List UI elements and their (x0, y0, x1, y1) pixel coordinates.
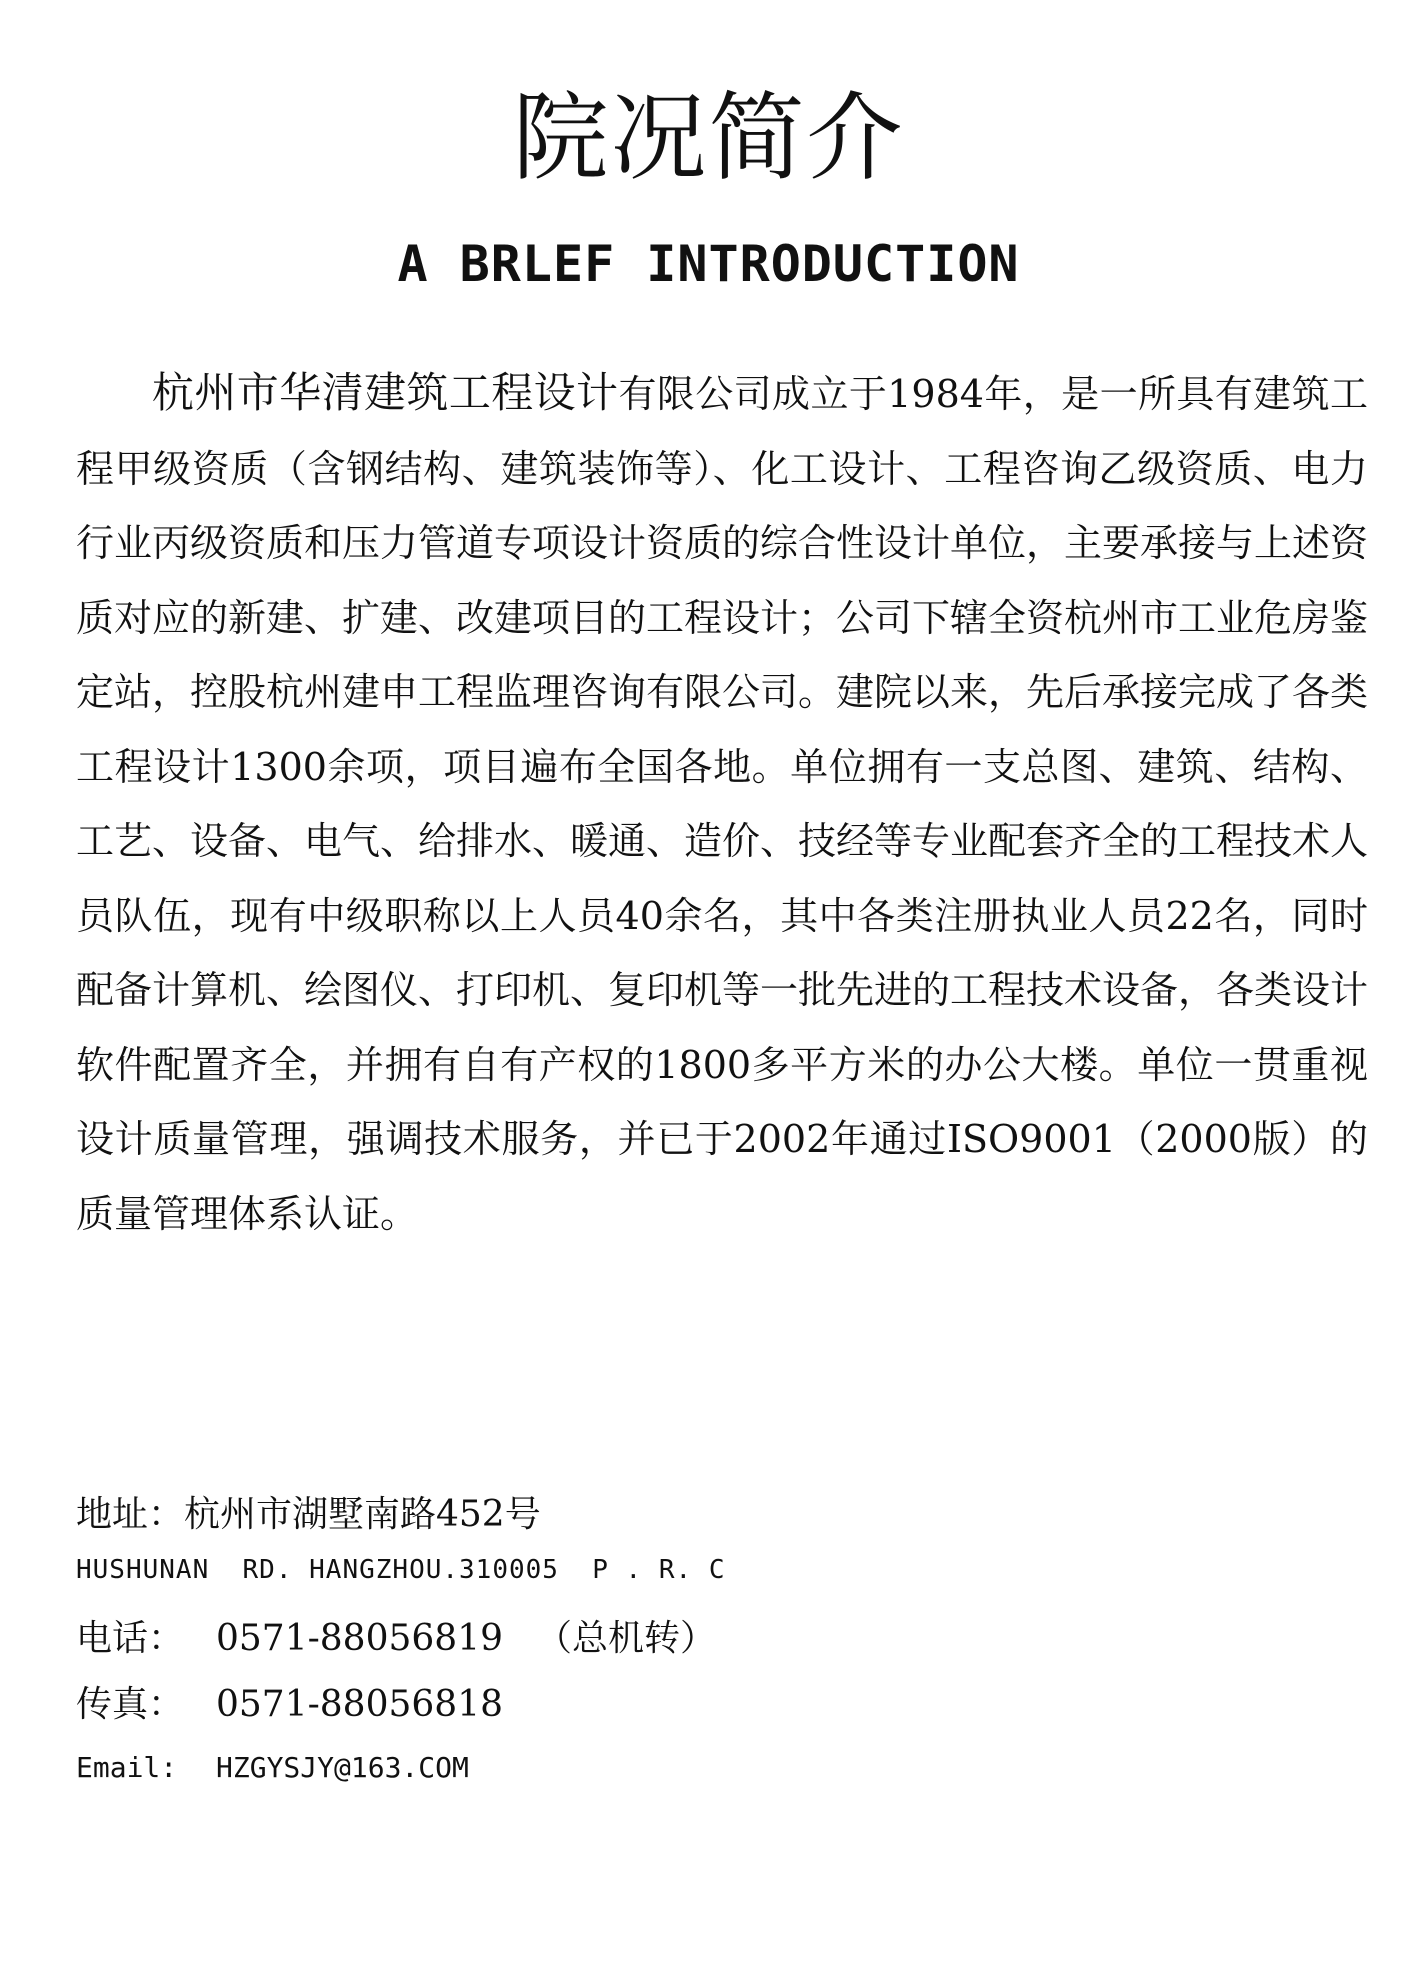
email-label: Email: (76, 1751, 178, 1784)
contact-fax-row (76, 1680, 1336, 1746)
intro-body-text: 有限公司成立于1984年，是一所具有建筑工程甲级资质（含钢结构、建筑装饰等）、化工设计、工程咨询乙级资质、电力行业丙级资质和压力管道专项设计资质的综合性设计单位，主要承接与上述资质对应的新建、扩建、改建项目的工程设计；公司下辖全资杭州市工业危房鉴定站，控股杭州建申工程监理咨询有限公司。建院以来，先后承接完成了各类工程设计1300余项，项目遍布全国各地。单位拥有一支总图、建筑、结构、工艺、设备、电气、给排水、暖通、造价、技经等专业配套齐全的工程技术人员队伍，现有中级职称以上人员40余名，其中各类注册执业人员22名，同时配备计算机、绘图仪、打印机、复印机等一批先进的工程技术设备，各类设计软件配置齐全，并拥有自有产权的1800多平方米的办公大楼。单位一贯重视设计质量管理，强调技术服务，并已于2002年通过ISO9001（2000版）的质量管理体系认证。 (76, 372, 1369, 1236)
contact-phone-row (76, 1614, 1336, 1680)
contact-block (76, 1490, 1336, 1790)
contact-address: 地址：杭州市湖墅南路452号 (76, 1494, 541, 1535)
phone-number: 0571-88056819 (216, 1618, 504, 1659)
intro-paragraph (76, 356, 1368, 1251)
contact-address-english: HUSHUNAN RD. HANGZHOU.310005 P . R. C (76, 1555, 726, 1585)
email-address: HZGYSJY@163.COM (216, 1751, 469, 1784)
contact-email-row (76, 1746, 1336, 1790)
page-subtitle: A BRLEF INTRODUCTION (397, 235, 1020, 293)
page-title: 院况简介 (512, 82, 905, 194)
fax-label: 传真： (76, 1684, 185, 1725)
fax-number: 0571-88056818 (216, 1684, 504, 1725)
phone-label: 电话： (76, 1618, 185, 1659)
phone-note: （总机转） (536, 1618, 717, 1659)
intro-lead-company-name: 杭州市华清建筑工程设计 (152, 368, 619, 417)
